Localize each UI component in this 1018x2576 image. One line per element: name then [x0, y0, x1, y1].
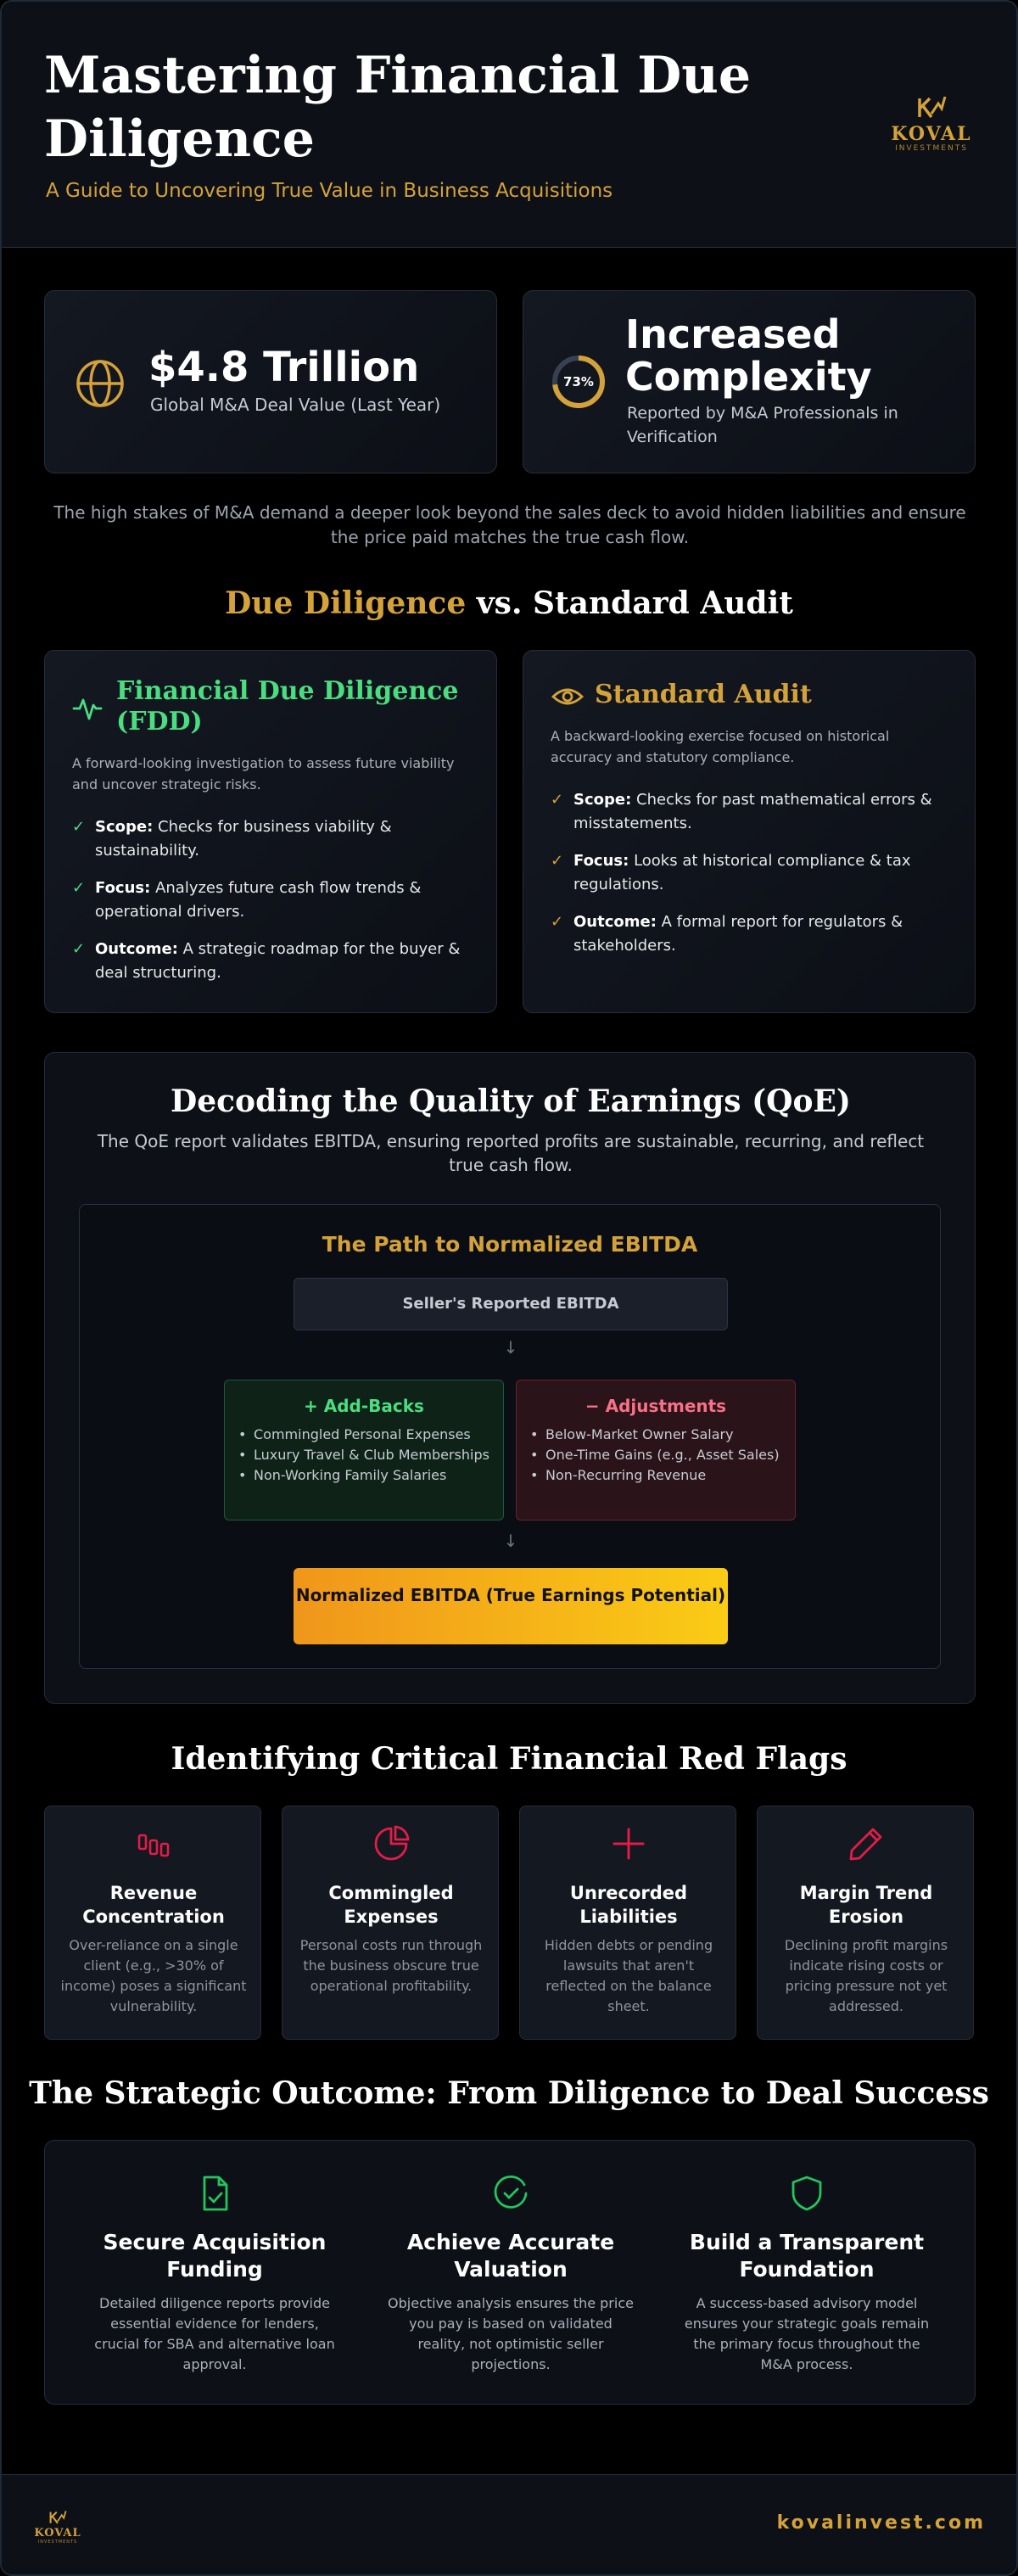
outcome-item-text: Detailed diligence reports provide essential evidence for lenders, crucial for SBA and alternative loan approval.: [94, 2295, 335, 2372]
addbacks-title: + Add-Backs: [304, 1396, 424, 1416]
logo-mark-icon: [889, 93, 974, 124]
footer-logo[interactable]: [34, 2509, 81, 2545]
logo[interactable]: [889, 93, 974, 153]
audit-description: A backward-looking exercise focused on historical accuracy and statutory compliance.: [551, 728, 890, 765]
outcome-item-title: Secure Acquisition Funding: [103, 2230, 327, 2282]
fdd-description: A forward-looking investigation to assess future viability and uncover strategic risks.: [72, 755, 455, 792]
red-flag-title: Unrecorded Liabilities: [569, 1883, 688, 1927]
arrow-down-icon: ↓: [503, 1531, 518, 1551]
list-item: • Below-Market Owner Salary: [530, 1425, 785, 1445]
pencil-icon: [847, 1825, 885, 1862]
logo-tagline: INVESTMENTS: [895, 144, 968, 153]
stat-value: $4.8 Trillion: [148, 344, 420, 391]
arrow-down-icon: ↓: [503, 1337, 518, 1358]
item-key: Focus:: [95, 879, 151, 897]
stat-value: Increased Complexity: [625, 311, 872, 400]
outcome-item-text: A success-based advisory model ensures your strategic goals remain the primary focus throughout the M&A process.: [684, 2295, 930, 2372]
red-flag-text: Personal costs run through the business obscure true operational profitability.: [299, 1937, 483, 1994]
item-text: Analyzes future cash flow trends & operational drivers.: [95, 879, 422, 921]
list-item: [551, 910, 949, 958]
footer-logo-tagline: INVESTMENTS: [37, 2540, 78, 2545]
audit-card: [523, 650, 976, 1013]
red-flag-card: [44, 1806, 261, 2040]
item-key: Outcome:: [573, 913, 657, 931]
logo-text: KOVAL: [891, 123, 972, 145]
item-text: Checks for business viability & sustainability.: [95, 818, 392, 860]
item-text: Checks for past mathematical errors & misstatements.: [573, 791, 932, 832]
eye-icon: [551, 681, 585, 715]
qoe-title: Decoding the Quality of Earnings (QoE): [171, 1084, 851, 1119]
plus-icon: [610, 1825, 647, 1862]
page-subtitle: A Guide to Uncovering True Value in Business Acquisitions: [46, 180, 613, 202]
check-circle-icon: [492, 2175, 529, 2212]
fdd-list: [72, 815, 471, 999]
list-item: [72, 815, 471, 863]
website-link[interactable]: kovalinvest.com: [776, 2512, 986, 2534]
item-key: Scope:: [573, 791, 632, 809]
check-icon: ✓: [551, 913, 564, 931]
adjustments-box: [516, 1380, 796, 1520]
red-flag-text: Declining profit margins indicate rising costs or pricing pressure not yet addressed.: [784, 1937, 948, 2014]
qoe-subtitle: The QoE report validates EBITDA, ensuring reported profits are sustainable, recurring, and reflect true cash flow.: [97, 1131, 925, 1175]
item-key: Scope:: [95, 818, 154, 836]
activity-icon: [72, 693, 103, 727]
qoe-section: [44, 1052, 976, 1704]
red-flag-card: [519, 1806, 736, 2040]
bars-icon: [135, 1825, 172, 1862]
fdd-title: Financial Due Diligence (FDD): [116, 676, 459, 736]
list-item: [551, 788, 949, 836]
intro-text: The high stakes of M&A demand a deeper look beyond the sales deck to avoid hidden liabilities and ensure the price paid matches the true cash flow.: [53, 502, 966, 547]
seller-ebitda-box: Seller's Reported EBITDA: [294, 1278, 728, 1330]
audit-title: Standard Audit: [595, 680, 812, 709]
list-item: [72, 938, 471, 985]
red-flag-text: Hidden debts or pending lawsuits that aren't reflected on the balance sheet.: [544, 1937, 713, 2014]
flow-title: The Path to Normalized EBITDA: [322, 1232, 698, 1257]
check-icon: ✓: [72, 940, 86, 958]
red-flags-title: Identifying Critical Financial Red Flags: [171, 1741, 847, 1777]
red-flag-title: Commingled Expenses: [328, 1883, 454, 1927]
footer-logo-text: KOVAL: [34, 2527, 81, 2540]
page-title: Mastering Financial Due Diligence: [44, 46, 752, 169]
list-item: • Non-Working Family Salaries: [238, 1465, 493, 1486]
outcome-item-text: Objective analysis ensures the price you pay is based on validated reality, not optimistic seller projections.: [388, 2295, 634, 2372]
list-item: [72, 876, 471, 924]
red-flag-title: Margin Trend Erosion: [799, 1883, 933, 1927]
list-item: [551, 849, 949, 897]
progress-ring-label: 73%: [563, 374, 594, 389]
check-icon: ✓: [72, 818, 86, 836]
list-item: • Commingled Personal Expenses: [238, 1425, 493, 1445]
normalized-ebitda-box: Normalized EBITDA (True Earnings Potential): [294, 1568, 728, 1644]
check-icon: ✓: [551, 852, 564, 870]
red-flag-card: [282, 1806, 499, 2040]
red-flag-card: [757, 1806, 974, 2040]
check-icon: ✓: [72, 879, 86, 897]
pie-chart-icon: [372, 1825, 410, 1862]
check-icon: ✓: [551, 791, 564, 809]
stat-label: Global M&A Deal Value (Last Year): [150, 395, 441, 415]
item-text: A strategic roadmap for the buyer & deal structuring.: [95, 940, 461, 982]
fdd-card: [44, 650, 497, 1013]
outcome-section: [44, 2140, 976, 2405]
stat-card-deal-value: [44, 290, 497, 473]
globe-icon: [74, 357, 126, 413]
addbacks-box: [224, 1380, 504, 1520]
item-key: Outcome:: [95, 940, 178, 958]
list-item: • Non-Recurring Revenue: [530, 1465, 785, 1486]
shield-icon: [788, 2175, 825, 2212]
header: [2, 2, 1016, 248]
item-text: Looks at historical compliance & tax regulations.: [573, 852, 911, 893]
audit-list: [551, 788, 949, 972]
list-item: • Luxury Travel & Club Memberships: [238, 1445, 493, 1465]
comparison-title-rest: vs. Standard Audit: [466, 585, 793, 621]
logo-mark-icon: [34, 2509, 81, 2528]
outcome-item-title: Build a Transparent Foundation: [689, 2230, 925, 2282]
stat-card-complexity: [523, 290, 976, 473]
addbacks-list: [238, 1425, 493, 1486]
stat-label: Reported by M&A Professionals in Verification: [627, 404, 898, 446]
list-item: • One-Time Gains (e.g., Asset Sales): [530, 1445, 785, 1465]
item-text: A formal report for regulators & stakeholders.: [573, 913, 903, 955]
adjustments-title: − Adjustments: [585, 1396, 727, 1416]
adjustments-list: [530, 1425, 785, 1486]
red-flag-text: Over-reliance on a single client (e.g., >30% of income) poses a significant vulnerability.: [60, 1937, 247, 2014]
footer: [2, 2474, 1016, 2576]
comparison-title-highlight: Due Diligence: [225, 585, 467, 621]
red-flag-title: Revenue Concentration: [82, 1883, 225, 1927]
comparison-title: [2, 585, 1016, 621]
outcome-item-title: Achieve Accurate Valuation: [406, 2230, 615, 2282]
file-check-icon: [196, 2175, 233, 2212]
outcome-title: The Strategic Outcome: From Diligence to Deal Success: [29, 2075, 989, 2111]
ebitda-flow-diagram: [79, 1204, 941, 1669]
item-key: Focus:: [573, 852, 629, 870]
